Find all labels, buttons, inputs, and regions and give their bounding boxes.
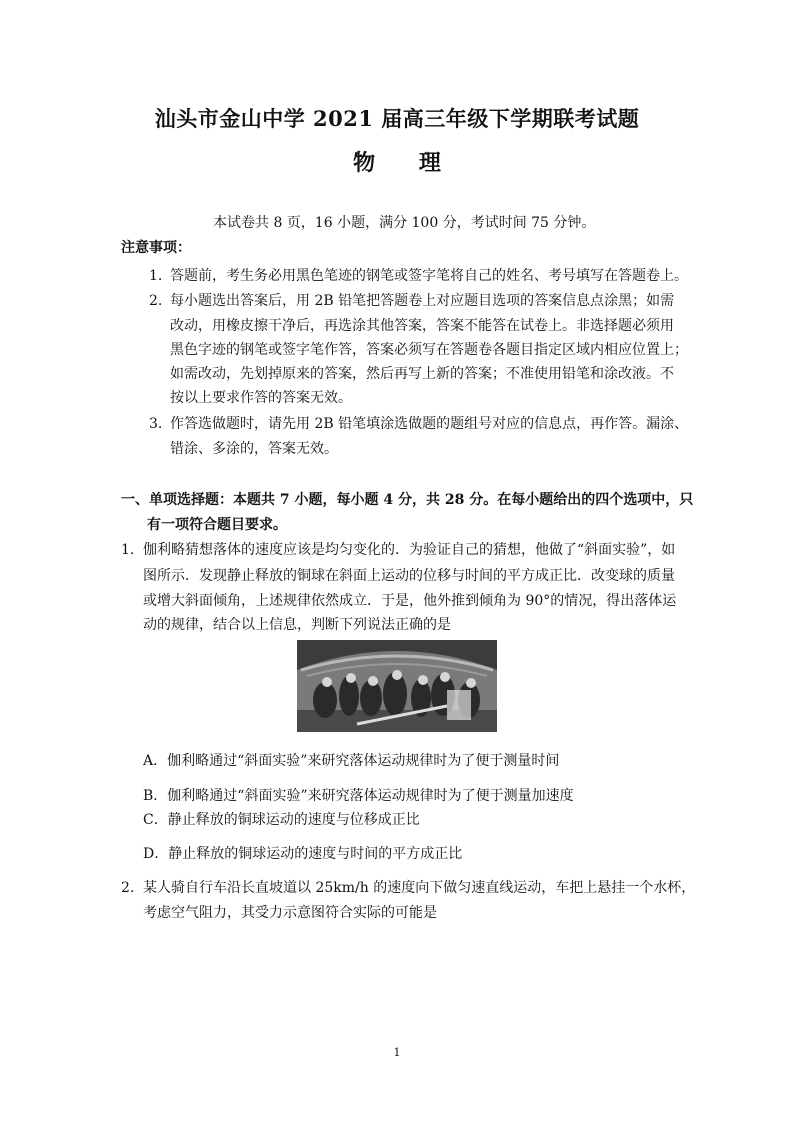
galileo-experiment-image bbox=[297, 640, 497, 732]
note-text: 作答选做题时，请先用 2B 铅笔填涂选做题的题组号对应的信息点，再作答。漏涂、 bbox=[170, 416, 689, 432]
question-number: 1. bbox=[121, 542, 135, 558]
note-text: 按以上要求作答的答案无效。 bbox=[170, 390, 352, 406]
question-text: 图所示．发现静止释放的铜球在斜面上运动的位移与时间的平方成正比．改变球的质量 bbox=[143, 568, 675, 584]
answer-option-d: D．静止释放的铜球运动的速度与时间的平方成正比 bbox=[143, 846, 463, 862]
answer-option-b: B．伽利略通过“斜面实验”来研究落体运动规律时为了便于测量加速度 bbox=[143, 788, 574, 804]
question-text: 某人骑自行车沿长直坡道以 25km/h 的速度向下做匀速直线运动，车把上悬挂一个水杯， bbox=[143, 880, 696, 896]
note-number: 3. bbox=[149, 416, 163, 432]
question-number: 2. bbox=[121, 880, 135, 896]
question-text: 或增大斜面倾角，上述规律依然成立．于是，他外推到倾角为 90°的情况，得出落体运 bbox=[143, 593, 677, 609]
note-number: 2. bbox=[149, 293, 163, 309]
note-text: 黑色字迹的钢笔或签字笔作答，答案必须写在答题卷各题目指定区域内相应位置上； bbox=[170, 342, 688, 358]
note-text: 改动，用橡皮擦干净后，再选涂其他答案，答案不能答在试卷上。非选择题必须用 bbox=[170, 318, 674, 334]
section-heading: 一、单项选择题：本题共 7 小题，每小题 4 分，共 28 分。在每小题给出的四个选项中，只 bbox=[121, 492, 694, 508]
question-text: 伽利略猜想落体的速度应该是均匀变化的．为验证自己的猜想，他做了“斜面实验”，如 bbox=[143, 542, 676, 558]
section-heading: 有一项符合题目要求。 bbox=[147, 517, 287, 533]
answer-option-a: A．伽利略通过“斜面实验”来研究落体运动规律时为了便于测量时间 bbox=[143, 753, 560, 769]
exam-title: 汕头市金山中学 2021 届高三年级下学期联考试题 bbox=[154, 106, 640, 131]
answer-option-c: C．静止释放的铜球运动的速度与位移成正比 bbox=[143, 812, 420, 828]
note-number: 1. bbox=[149, 268, 163, 284]
question-text: 考虑空气阻力，其受力示意图符合实际的可能是 bbox=[143, 905, 437, 921]
question-text: 动的规律，结合以上信息，判断下列说法正确的是 bbox=[143, 617, 451, 633]
notes-heading: 注意事项： bbox=[121, 240, 191, 256]
note-text: 错涂、多涂的，答案无效。 bbox=[170, 441, 338, 457]
note-text: 每小题选出答案后，用 2B 铅笔把答题卷上对应题目选项的答案信息点涂黑；如需 bbox=[170, 293, 675, 309]
subject-title: 物 理 bbox=[353, 150, 459, 176]
exam-info: 本试卷共 8 页，16 小题，满分 100 分，考试时间 75 分钟。 bbox=[213, 215, 596, 231]
note-text: 答题前，考生务必用黑色笔迹的钢笔或签字笔将自己的姓名、考号填写在答题卷上。 bbox=[170, 268, 688, 284]
note-text: 如需改动，先划掉原来的答案，然后再写上新的答案；不准使用铅笔和涂改液。不 bbox=[170, 366, 674, 382]
page-number: 1 bbox=[393, 1046, 401, 1059]
